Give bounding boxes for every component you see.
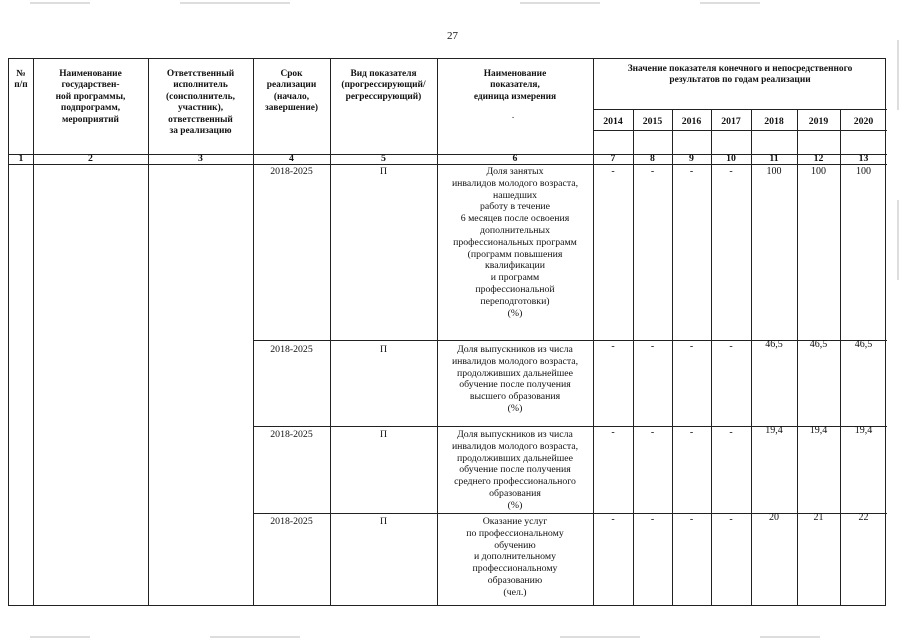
row-value: 100 xyxy=(856,166,871,177)
row-value: 20 xyxy=(769,512,779,523)
header-dot: . xyxy=(511,111,515,121)
col-divider xyxy=(672,109,673,605)
column-number: 13 xyxy=(858,153,869,164)
year-header: 2015 xyxy=(642,116,663,127)
header-period: Срок реализации (начало, завершение) xyxy=(264,69,319,114)
row-value: - xyxy=(729,514,733,525)
row-value: 21 xyxy=(813,512,824,523)
row-value: 46,5 xyxy=(809,339,828,350)
indicator-table xyxy=(8,58,886,606)
row-value: - xyxy=(729,427,733,438)
row-value: - xyxy=(650,427,655,438)
column-number: 5 xyxy=(381,153,386,164)
col-divider xyxy=(840,109,841,605)
column-number: 9 xyxy=(689,153,694,164)
col-divider xyxy=(33,59,34,605)
column-number: 3 xyxy=(198,153,203,164)
row-value: 19,4 xyxy=(765,425,783,436)
row-value: - xyxy=(689,427,694,438)
row-value: - xyxy=(689,514,694,525)
year-header: 2019 xyxy=(808,116,829,127)
column-number: 1 xyxy=(18,153,24,164)
row-indicator-name: Доля занятых инвалидов молодого возраста, нашедших работу в течение 6 месяцев после освоения дополнительных профессиональных программ (программ повышения квалификации и программ профессиональной переподготовки) (%) xyxy=(451,166,579,319)
row-indicator-type: П xyxy=(379,344,388,355)
row-value: 46,5 xyxy=(854,339,873,350)
header-responsible: Ответственный исполнитель (соисполнитель, участник), ответственный за реализацию xyxy=(166,69,235,137)
row-value: 19,4 xyxy=(809,425,828,436)
year-header: 2018 xyxy=(764,116,784,127)
row-indicator-type: П xyxy=(379,429,388,440)
row-value: - xyxy=(689,341,694,352)
year-header: 2014 xyxy=(603,116,623,127)
row-divider xyxy=(9,164,887,165)
col-divider xyxy=(797,109,798,605)
row-period: 2018-2025 xyxy=(270,516,313,527)
col-divider xyxy=(751,109,752,605)
row-indicator-type: П xyxy=(379,516,388,527)
row-value: - xyxy=(611,341,615,352)
header-program-name: Наименование государствен- ной программы, подпрограмм, мероприятий xyxy=(55,69,126,125)
row-divider xyxy=(593,130,887,131)
column-number: 12 xyxy=(813,153,824,164)
row-indicator-type: П xyxy=(379,166,388,177)
row-value: - xyxy=(611,514,615,525)
column-number: 11 xyxy=(769,153,779,164)
col-divider xyxy=(711,109,712,605)
row-indicator-name: Оказание услуг по профессиональному обучению и дополнительному профессиональному образованию (чел.) xyxy=(466,516,564,598)
col-divider xyxy=(633,109,634,605)
row-value: 100 xyxy=(766,166,782,177)
row-period: 2018-2025 xyxy=(270,344,313,355)
column-number: 8 xyxy=(650,153,655,164)
header-indicator-type: Вид показателя (прогрессирующий/ регрессирующий) xyxy=(341,69,426,102)
col-divider xyxy=(593,109,594,605)
row-value: - xyxy=(611,166,615,177)
row-value: - xyxy=(689,166,694,177)
row-value: - xyxy=(650,166,655,177)
row-value: - xyxy=(729,341,733,352)
header-values-group: Значение показателя конечного и непосредственного результатов по годам реализации xyxy=(627,64,853,86)
row-value: 19,4 xyxy=(854,425,873,436)
column-number: 6 xyxy=(512,153,518,164)
column-number: 4 xyxy=(289,153,294,164)
row-value: 46,5 xyxy=(765,339,783,350)
year-header: 2020 xyxy=(853,116,874,127)
column-number: 2 xyxy=(88,153,93,164)
row-value: - xyxy=(729,166,733,177)
row-indicator-name: Доля выпускников из числа инвалидов молодого возраста, продолживших дальнейшее обучение после получения высшего образования (%) xyxy=(451,344,579,414)
row-value: 100 xyxy=(811,166,826,177)
row-value: - xyxy=(650,341,655,352)
row-indicator-name: Доля выпускников из числа инвалидов молодого возраста, продолживших дальнейшее обучение после получения среднего профессионального образования (%) xyxy=(451,429,579,511)
row-period: 2018-2025 xyxy=(270,166,313,177)
column-number: 10 xyxy=(726,153,736,164)
column-number: 7 xyxy=(610,153,616,164)
row-value: - xyxy=(650,514,655,525)
header-number: № п/п xyxy=(14,69,28,91)
row-divider xyxy=(593,109,887,110)
row-value: 22 xyxy=(858,512,869,523)
year-header: 2017 xyxy=(721,116,741,127)
row-period: 2018-2025 xyxy=(270,429,313,440)
page-number: 27 xyxy=(447,30,458,42)
row-value: - xyxy=(611,427,615,438)
col-divider xyxy=(148,59,149,605)
year-header: 2016 xyxy=(681,116,702,127)
header-indicator-name: Наименование показателя, единица измерения xyxy=(473,69,557,102)
